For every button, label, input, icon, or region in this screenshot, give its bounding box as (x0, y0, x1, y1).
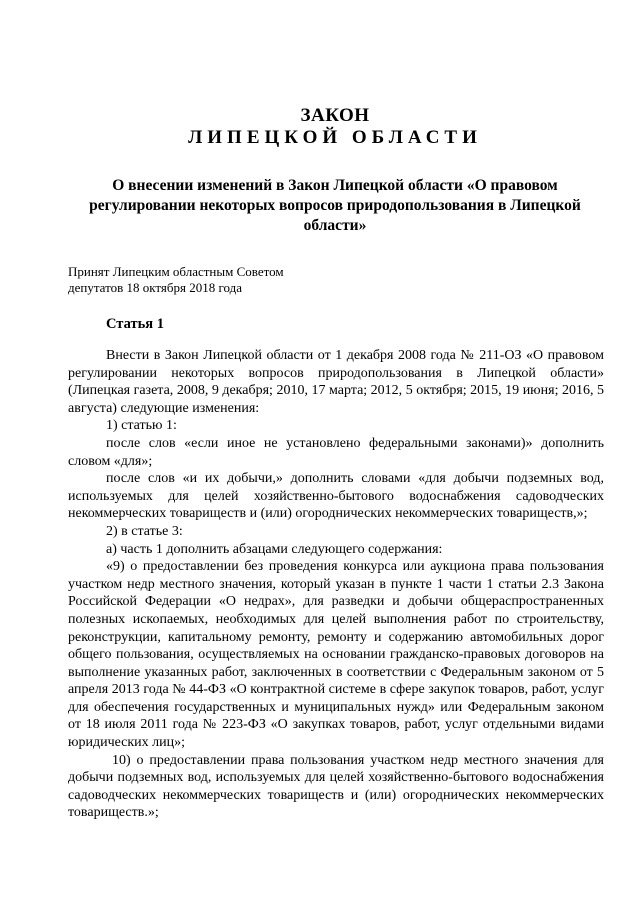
article-heading: Статья 1 (106, 316, 164, 332)
paragraph: 1) статью 1: (106, 418, 177, 434)
law-title: ЗАКОН (300, 105, 370, 126)
adoption-date: депутатов 18 октября 2018 года (68, 280, 243, 295)
law-subtitle: О внесении изменений в Закон Липецкой области «О правовом регулировании некоторых вопросов природопользования в Липецкой области» (89, 177, 581, 234)
paragraph: после слов «и их добычи,» дополнить словами «для добычи подземных вод, используемых для целей хозяйственно-бытового водоснабжения садоводческих некоммерческих товариществ и (или) огороднических некоммерческих товариществ,»; (68, 471, 604, 522)
adoption-line: Принят Липецким областным Советом (68, 264, 284, 279)
paragraph: а) часть 1 дополнить абзацами следующего содержания: (106, 541, 443, 557)
paragraph: 10) о предоставлении права пользования участком недр местного значения для добычи подземных вод, используемых для целей хозяйственно-бытового водоснабжения садоводческих некоммерческих товариществ и (или) огороднических некоммерческих товариществ.»; (68, 752, 604, 821)
paragraph: после слов «если иное не установлено федеральными законами)» дополнить словом «для»; (68, 435, 604, 469)
article-body (68, 347, 604, 822)
paragraph: Внести в Закон Липецкой области от 1 декабря 2008 года № 211-ОЗ «О правовом регулировании некоторых вопросов природопользования в Липецкой области» (Липецкая газета, 2008, 9 декабря; 2010, 17 марта; 2012, 5 октября; 2015, 19 июня; 2016, 5 августа) следующие изменения: (68, 348, 604, 416)
paragraph: 2) в статье 3: (106, 523, 183, 539)
adoption-note (68, 264, 368, 296)
region-title: ЛИПЕЦКОЙ ОБЛАСТИ (188, 127, 482, 148)
paragraph: «9) о предоставлении без проведения конкурса или аукциона права пользования участком недр местного значения, который указан в пункте 1 части 1 статьи 2.3 Закона Российской Федерации «О недрах», для разведки и добычи общераспространенных полезных ископаемых, необходимых для целей выполнения работ по строительству, реконструкции, капитальному ремонту, ремонту и содержанию автомобильных дорог общего пользования, осуществляемых на основании гражданско-правовых договоров на выполнение указанных работ, заключенных в соответствии с Федеральным законом от 5 апреля 2013 года № 44-ФЗ «О контрактной системе в сфере закупок товаров, работ, услуг для обеспечения государственных и муниципальных нужд» или Федеральным законом от 18 июля 2011 года № 223-ФЗ «О закупках товаров, работ, услуг отдельными видами юридических лиц»; (68, 559, 604, 751)
